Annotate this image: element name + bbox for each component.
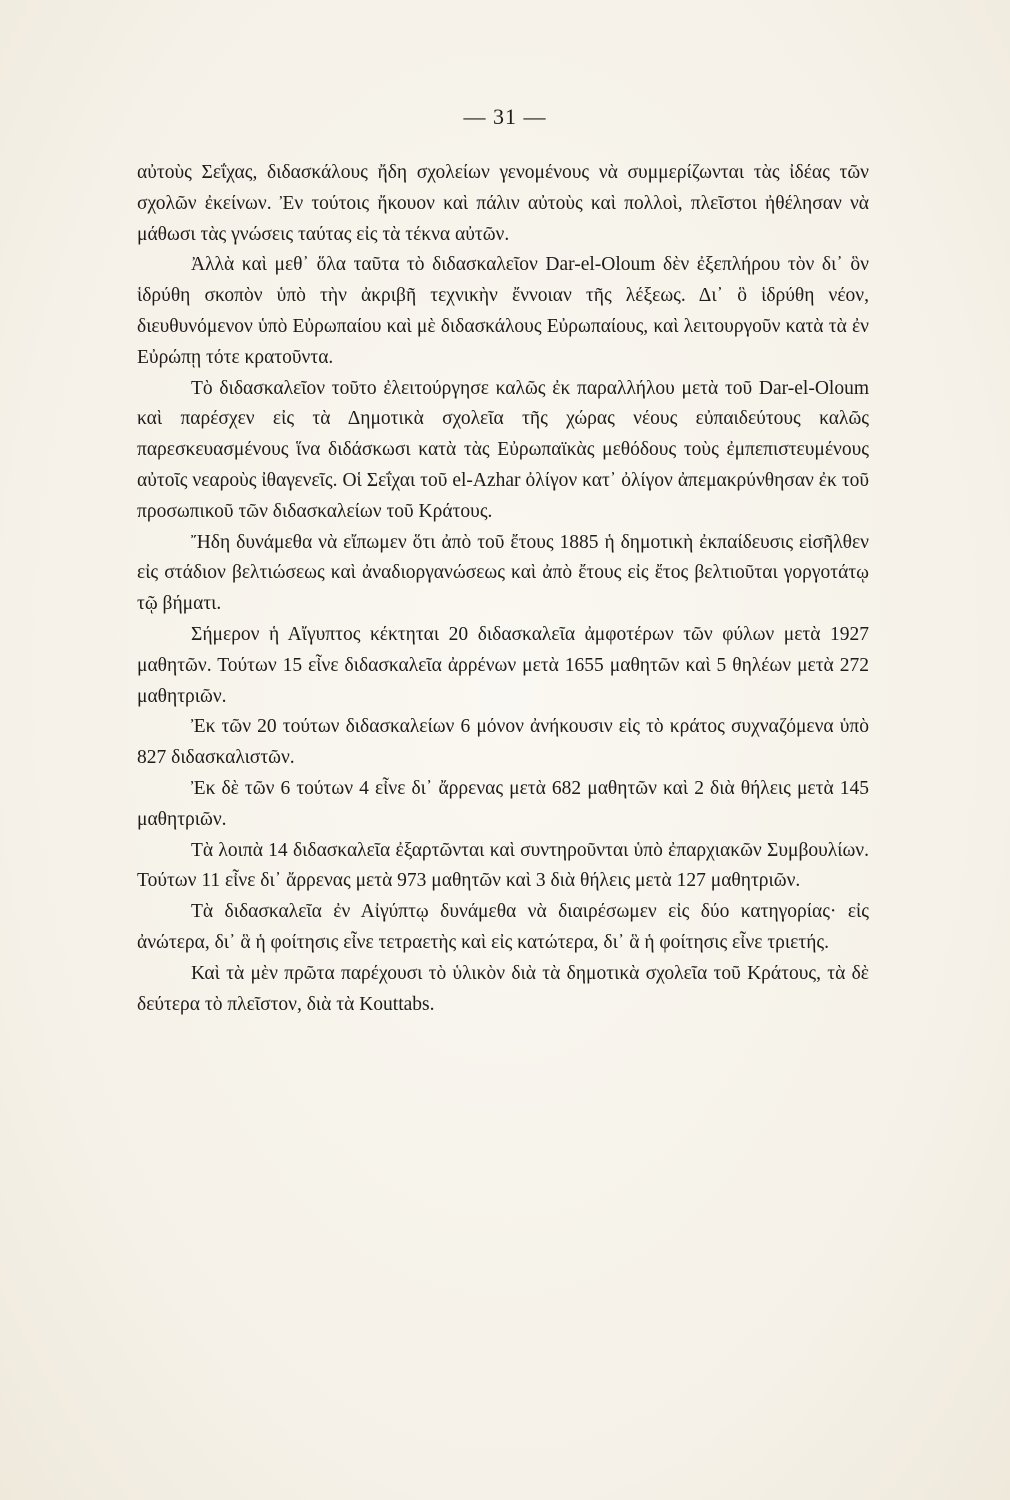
paragraph: Τὰ λοιπὰ 14 διδασκαλεῖα ἐξαρτῶνται καὶ συντηροῦνται ὑπὸ ἐπαρχιακῶν Συμβουλίων. Τούτων 11 εἶνε δι᾽ ἄρρενας μετὰ 973 μαθητῶν καὶ 3 διὰ θήλεις μετὰ 127 μαθητριῶν. [137,839,869,892]
paragraph: Ἀλλὰ καὶ μεθ᾽ ὅλα ταῦτα τὸ διδασκαλεῖον Dar-el-Oloum δὲν ἐξεπλήρου τὸν δι᾽ ὃν ἱδρύθη σκοπὸν ὑπὸ τὴν ἀκριβῆ τεχνικὴν ἔννοιαν τῆς λέξεως. Δι᾽ ὃ ἱδρύθη νέον, διευθυνόμενον ὑπὸ Εὐρωπαίου καὶ μὲ διδασκάλους Εὐρωπαίους, καὶ λειτουργοῦν κατὰ τὰ ἐν Εὐρώπῃ τότε κρατοῦντα. [137,254,869,368]
paragraph: Τὸ διδασκαλεῖον τοῦτο ἐλειτούργησε καλῶς ἐκ παραλλήλου μετὰ τοῦ Dar-el-Oloum καὶ παρέσχεν εἰς τὰ Δημοτικὰ σχολεῖα τῆς χώρας νέους εὐπαιδεύτους καλῶς παρεσκευασμένους ἵνα διδάσκωσι κατὰ τὰς Εὐρωπαϊκὰς μεθόδους τοὺς ἐμπεπιστευμένους αὐτοῖς νεαροὺς ἰθαγενεῖς. Οἱ Σεΐχαι τοῦ el-Azhar ὀλίγον κατ᾽ ὀλίγον ἀπεμακρύνθησαν ἐκ τοῦ προσωπικοῦ τῶν διδασκαλείων τοῦ Κράτους. [137,377,869,522]
page-number: — 31 — [463,104,547,129]
paragraph: Σήμερον ἡ Αἴγυπτος κέκτηται 20 διδασκαλεῖα ἀμφοτέρων τῶν φύλων μετὰ 1927 μαθητῶν. Τούτων 15 εἶνε διδασκαλεῖα ἀρρένων μετὰ 1655 μαθητῶν καὶ 5 θηλέων μετὰ 272 μαθητριῶν. [137,623,869,707]
paragraph: αὐτοὺς Σεΐχας, διδασκάλους ἤδη σχολείων γενομένους νὰ συμμερίζωνται τὰς ἰδέας τῶν σχολῶν ἐκείνων. Ἐν τούτοις ἤκουον καὶ πάλιν αὐτοὺς καὶ πολλοὶ, πλεῖστοι ἠθέλησαν νὰ μάθωσι τὰς γνώσεις ταύτας εἰς τὰ τέκνα αὐτῶν. [137,162,869,245]
paragraph: Καὶ τὰ μὲν πρῶτα παρέχουσι τὸ ὑλικὸν διὰ τὰ δημοτικὰ σχολεῖα τοῦ Κράτους, τὰ δὲ δεύτερα τὸ πλεῖστον, διὰ τὰ Kouttabs. [137,962,869,1015]
paragraph: Τὰ διδασκαλεῖα ἐν Αἰγύπτῳ δυνάμεθα νὰ διαιρέσωμεν εἰς δύο κατηγορίας· εἰς ἀνώτερα, δι᾽ ἃ ἡ φοίτησις εἶνε τετραετὴς καὶ εἰς κατώτερα, δι᾽ ἃ ἡ φοίτησις εἶνε τριετής. [137,901,869,953]
paragraph: Ἐκ δὲ τῶν 6 τούτων 4 εἶνε δι᾽ ἄρρενας μετὰ 682 μαθητῶν καὶ 2 διὰ θήλεις μετὰ 145 μαθητριῶν. [137,777,869,830]
paragraph: Ἐκ τῶν 20 τούτων διδασκαλείων 6 μόνον ἀνήκουσιν εἰς τὸ κράτος συχναζόμενα ὑπὸ 827 διδασκαλιστῶν. [137,716,869,769]
paragraph: Ἤδη δυνάμεθα νὰ εἴπωμεν ὅτι ἀπὸ τοῦ ἔτους 1885 ἡ δημοτικὴ ἐκπαίδευσις εἰσῆλθεν εἰς στάδιον βελτιώσεως καὶ ἀναδιοργανώσεως καὶ ἀπὸ ἔτους εἰς ἔτος βελτιοῦται γοργοτάτῳ τῷ βήματι. [137,531,869,615]
body-text [137,158,869,1020]
